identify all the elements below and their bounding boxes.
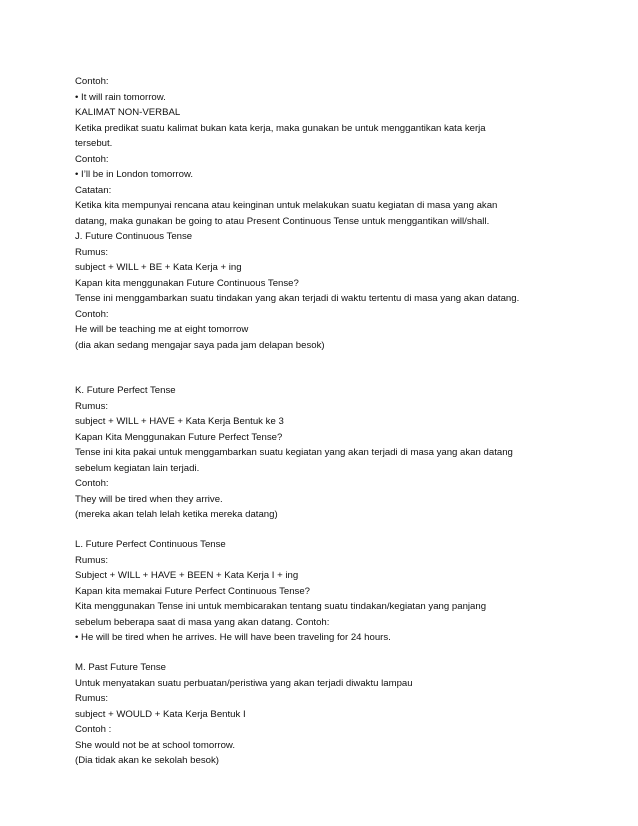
example-line: He will be teaching me at eight tomorrow — [75, 324, 249, 335]
text-line: Kapan kita memakai Future Perfect Continuous Tense? — [75, 585, 310, 597]
text-line: Ketika predikat suatu kalimat bukan kata kerja, maka gunakan be untuk menggantikan kata kerja — [75, 122, 486, 134]
text-line: Tense ini kita pakai untuk menggambarkan suatu kegiatan yang akan terjadi di masa yang akan datang — [75, 447, 513, 458]
paragraph-gap — [75, 353, 575, 383]
text-line: KALIMAT NON-VERBAL — [75, 107, 181, 118]
text-line: Rumus: — [75, 400, 109, 412]
section-future-tense-continued — [75, 74, 575, 353]
text-line: Contoh: — [75, 153, 109, 165]
section-future-perfect — [75, 383, 575, 523]
text-line: Contoh: — [75, 76, 109, 87]
formula-line: subject + WOULD + Kata Kerja Bentuk I — [75, 708, 246, 720]
text-line: sebelum beberapa saat di masa yang akan datang. Contoh: — [75, 616, 330, 628]
translation-line: (Dia tidak akan ke sekolah besok) — [75, 755, 219, 766]
translation-line: (mereka akan telah lelah ketika mereka datang) — [75, 509, 278, 520]
text-line: Rumus: — [75, 693, 109, 704]
text-line: Untuk menyatakan suatu perbuatan/peristiwa yang akan terjadi diwaktu lampau — [75, 677, 413, 689]
text-line: Catatan: — [75, 184, 112, 196]
translation-line: (dia akan sedang mengajar saya pada jam delapan besok) — [75, 339, 325, 351]
section-heading: L. Future Perfect Continuous Tense — [75, 539, 226, 550]
example-line: They will be tired when they arrive. — [75, 493, 223, 505]
section-heading: K. Future Perfect Tense — [75, 385, 176, 396]
example-line: She would not be at school tomorrow. — [75, 739, 235, 751]
example-line: • He will be tired when he arrives. He will have been traveling for 24 hours. — [75, 632, 391, 643]
text-line: Contoh: — [75, 478, 109, 489]
text-line: Contoh: — [75, 308, 109, 320]
text-line: Rumus: — [75, 246, 109, 258]
page-content — [75, 74, 575, 769]
text-line: Kapan Kita Menggunakan Future Perfect Tense? — [75, 431, 283, 443]
paragraph-gap — [75, 523, 575, 538]
text-line: Contoh : — [75, 724, 112, 735]
text-line: datang, maka gunakan be going to atau Present Continuous Tense untuk menggantikan will/shall. — [75, 215, 490, 227]
text-line: Kapan kita menggunakan Future Continuous Tense? — [75, 277, 299, 289]
text-line: • I’ll be in London tomorrow. — [75, 169, 194, 180]
text-line: Ketika kita mempunyai rencana atau keinginan untuk melakukan suatu kegiatan di masa yang akan — [75, 200, 498, 211]
section-heading: J. Future Continuous Tense — [75, 231, 193, 242]
section-heading: M. Past Future Tense — [75, 662, 167, 673]
paragraph-gap — [75, 646, 575, 661]
text-line: tersebut. — [75, 138, 113, 149]
formula-line: Subject + WILL + HAVE + BEEN + Kata Kerja I + ing — [75, 570, 299, 581]
section-future-perfect-continuous — [75, 537, 575, 646]
formula-line: subject + WILL + BE + Kata Kerja + ing — [75, 262, 242, 273]
formula-line: subject + WILL + HAVE + Kata Kerja Bentuk ke 3 — [75, 416, 284, 427]
section-past-future — [75, 660, 575, 769]
text-line: sebelum kegiatan lain terjadi. — [75, 462, 200, 474]
text-line: Kita menggunakan Tense ini untuk membicarakan tentang suatu tindakan/kegiatan yang panjang — [75, 601, 487, 612]
text-line: Tense ini menggambarkan suatu tindakan yang akan terjadi di waktu tertentu di masa yang akan datang. — [75, 293, 520, 304]
text-line: • It will rain tomorrow. — [75, 91, 166, 103]
text-line: Rumus: — [75, 554, 109, 566]
